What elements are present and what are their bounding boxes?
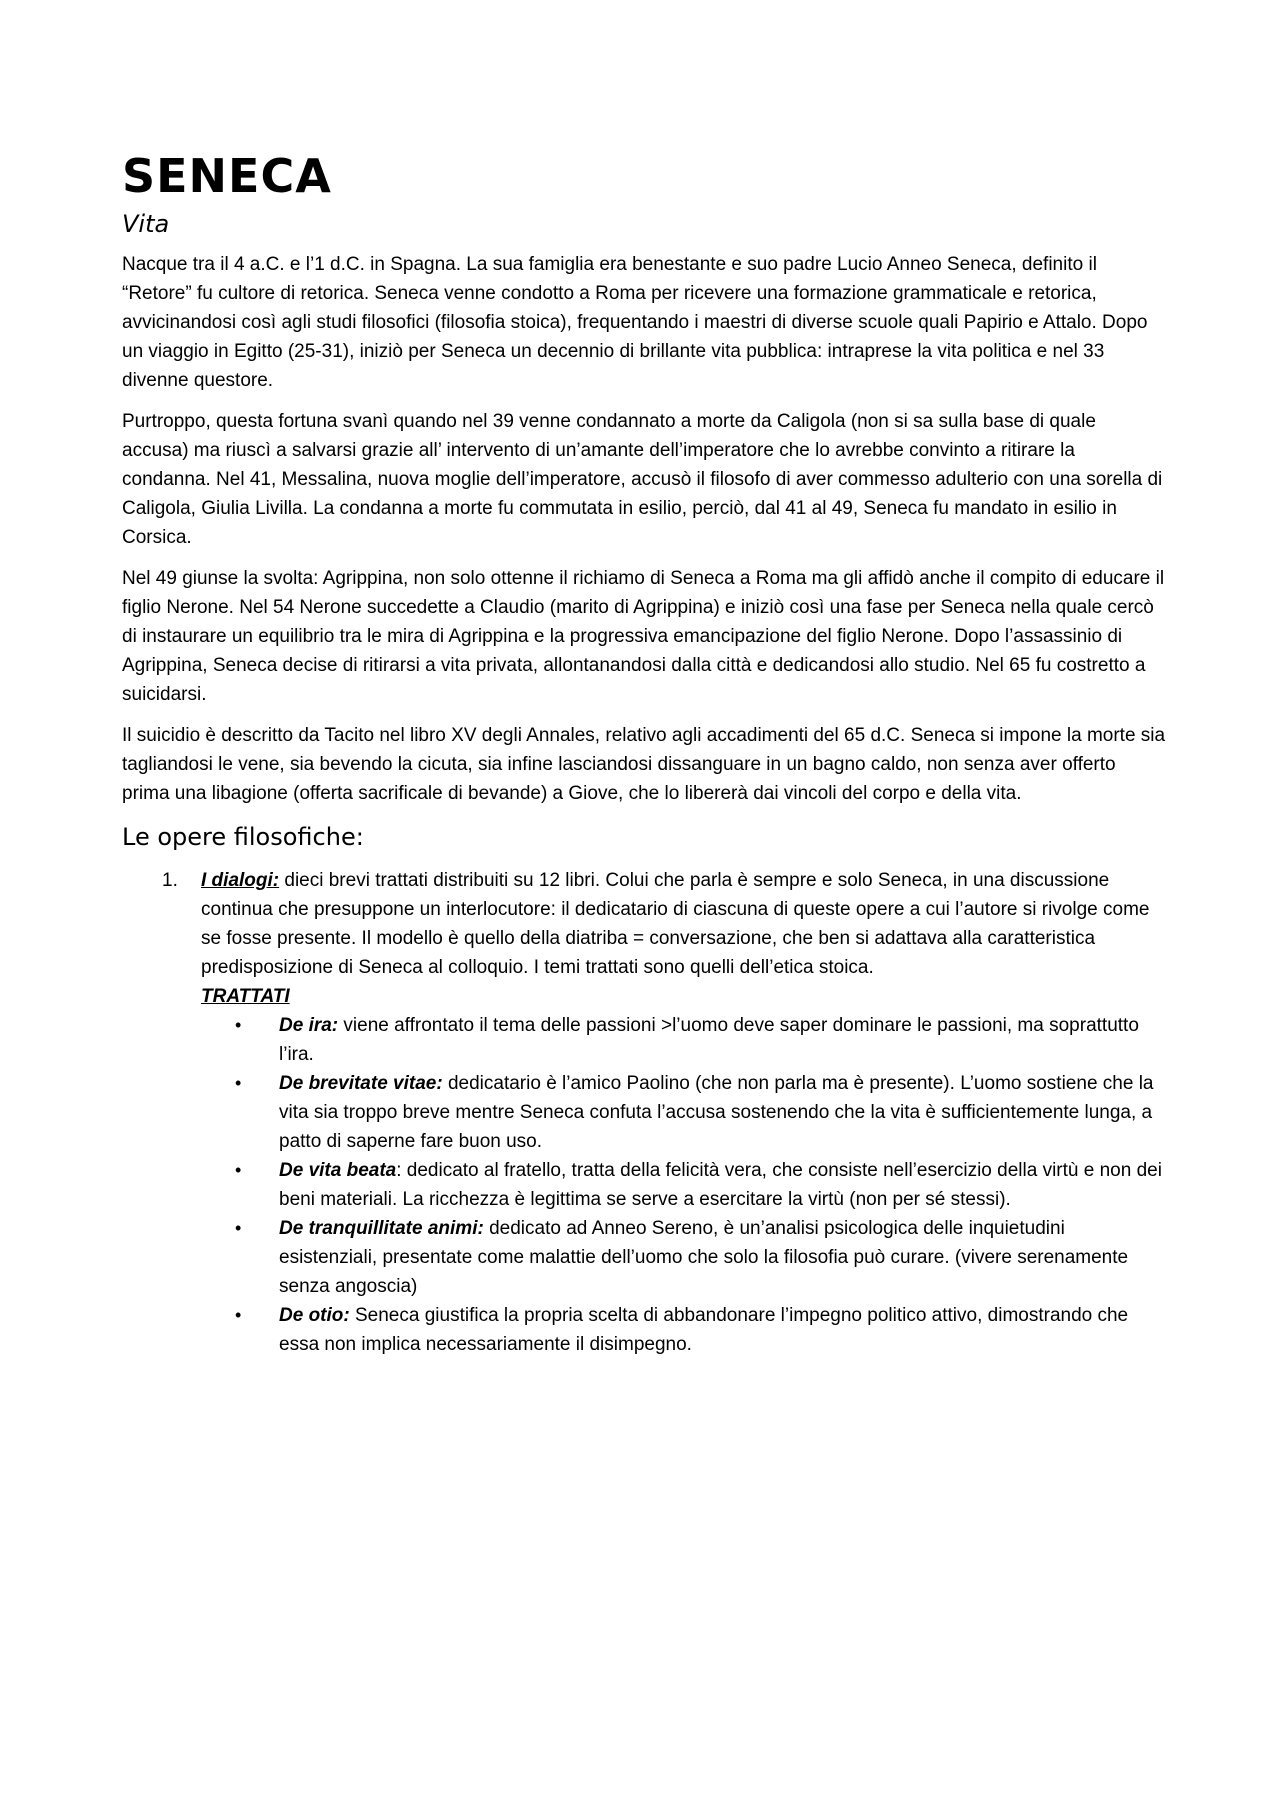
bullet-icon: • xyxy=(235,1305,242,1325)
paragraph: Il suicidio è descritto da Tacito nel libro XV degli Annales, relativo agli accadimenti del 65 d.C. Seneca si impone la morte sia tagliandosi le vene, sia bevendo la cicuta, sia infine lasciandosi dissanguare in un bagno caldo, non senza aver offerto prima una libagione (offerta sacrificale di bevande) a Giove, che lo libererà dai vincoli del corpo e della vita. xyxy=(122,725,1166,804)
treatise-term: De vita beata xyxy=(279,1160,397,1181)
work-term: I dialogi: xyxy=(201,870,280,891)
paragraph: Purtroppo, questa fortuna svanì quando nel 39 venne condannato a morte da Caligola (non si sa sulla base di quale accusa) ma riuscì a salvarsi grazie all’ intervento di un’amante dell’imperatore che lo avrebbe convinto a ritirare la condanna. Nel 41, Messalina, nuova moglie dell’imperatore, accusò il filosofo di aver commesso adulterio con una sorella di Caligola, Giulia Livilla. La condanna a morte fu commutata in esilio, perciò, dal 41 al 49, Seneca fu mandato in esilio in Corsica. xyxy=(122,411,1163,548)
treatise-term: De otio: xyxy=(279,1305,350,1326)
paragraph: Nacque tra il 4 a.C. e l’1 d.C. in Spagna. La sua famiglia era benestante e suo padre Lucio Anneo Seneca, definito il “Retore” fu cultore di retorica. Seneca venne condotto a Roma per ricevere una formazione grammaticale e retorica, avvicinandosi così agli studi filosofici (filosofia stoica), frequentando i maestri di diverse scuole quali Papirio e Attalo. Dopo un viaggio in Egitto (25-31), iniziò per Seneca un decennio di brillante vita pubblica: intraprese la vita politica e nel 33 divenne questore. xyxy=(122,254,1148,391)
treatise-item xyxy=(201,1011,1167,1069)
treatise-text: : dedicato al fratello, tratta della felicità vera, che consiste nell’esercizio della virtù e non dei beni materiali. La ricchezza è legittima se serve a esercitare la virtù (non per sé stessi). xyxy=(279,1160,1162,1210)
treatise-text: viene affrontato il tema delle passioni >l’uomo deve saper dominare le passioni, ma soprattutto l’ira. xyxy=(279,1015,1139,1065)
treatise-item xyxy=(201,1069,1167,1156)
treatise-item xyxy=(201,1214,1167,1301)
treatise-item xyxy=(201,1301,1167,1359)
document-page xyxy=(122,148,1167,1359)
document-title: SENECA xyxy=(122,149,332,203)
bullet-icon: • xyxy=(235,1073,242,1093)
treatise-term: De brevitate vitae: xyxy=(279,1073,443,1094)
list-number: 1. xyxy=(162,870,178,891)
work-description xyxy=(201,866,1167,982)
treatise-text: Seneca giustifica la propria scelta di abbandonare l’impegno politico attivo, dimostrando che essa non implica necessariamente il disimpegno. xyxy=(279,1305,1129,1355)
treatises-list xyxy=(201,1011,1167,1359)
treatise-term: De tranquillitate animi: xyxy=(279,1218,484,1239)
section-subtitle: Vita xyxy=(122,210,170,238)
treatise-text: dedicato ad Anneo Sereno, è un’analisi psicologica delle inquietudini esistenziali, presentate come malattie dell’uomo che solo la filosofia può curare. (vivere serenamente senza angoscia) xyxy=(279,1218,1129,1297)
bullet-icon: • xyxy=(235,1218,242,1238)
treatise-text: dedicatario è l’amico Paolino (che non parla ma è presente). L’uomo sostiene che la vita sia troppo breve mentre Seneca confuta l’accusa sostenendo che la vita è sufficientemente lunga, a patto di saperne fare buon uso. xyxy=(279,1073,1154,1152)
bullet-icon: • xyxy=(235,1015,242,1035)
work-text: dieci brevi trattati distribuiti su 12 libri. Colui che parla è sempre e solo Seneca, in una discussione continua che presuppone un interlocutore: il dedicatario di ciascuna di queste opere a cui l’autore si rivolge come se fosse presente. Il modello è quello della diatriba = conversazione, che ben si adattava alla caratteristica predisposizione di Seneca al colloquio. I temi trattati sono quelli dell’etica stoica. xyxy=(201,870,1150,978)
works-list-item xyxy=(122,866,1167,1359)
treatise-item xyxy=(201,1156,1167,1214)
treatise-term: De ira: xyxy=(279,1015,339,1036)
bullet-icon: • xyxy=(235,1160,242,1180)
paragraph: Nel 49 giunse la svolta: Agrippina, non solo ottenne il richiamo di Seneca a Roma ma gli affidò anche il compito di educare il figlio Nerone. Nel 54 Nerone succedette a Claudio (marito di Agrippina) e iniziò così una fase per Seneca nella quale cercò di instaurare un equilibrio tra le mira di Agrippina e la progressiva emancipazione del figlio Nerone. Dopo l’assassinio di Agrippina, Seneca decise di ritirarsi a vita privata, allontanandosi dalla città e dedicandosi allo studio. Nel 65 fu costretto a suicidarsi. xyxy=(122,568,1165,705)
section-heading: Le opere filosofiche: xyxy=(122,823,364,851)
works-list xyxy=(122,866,1167,1359)
treatises-heading: TRATTATI xyxy=(201,986,290,1007)
